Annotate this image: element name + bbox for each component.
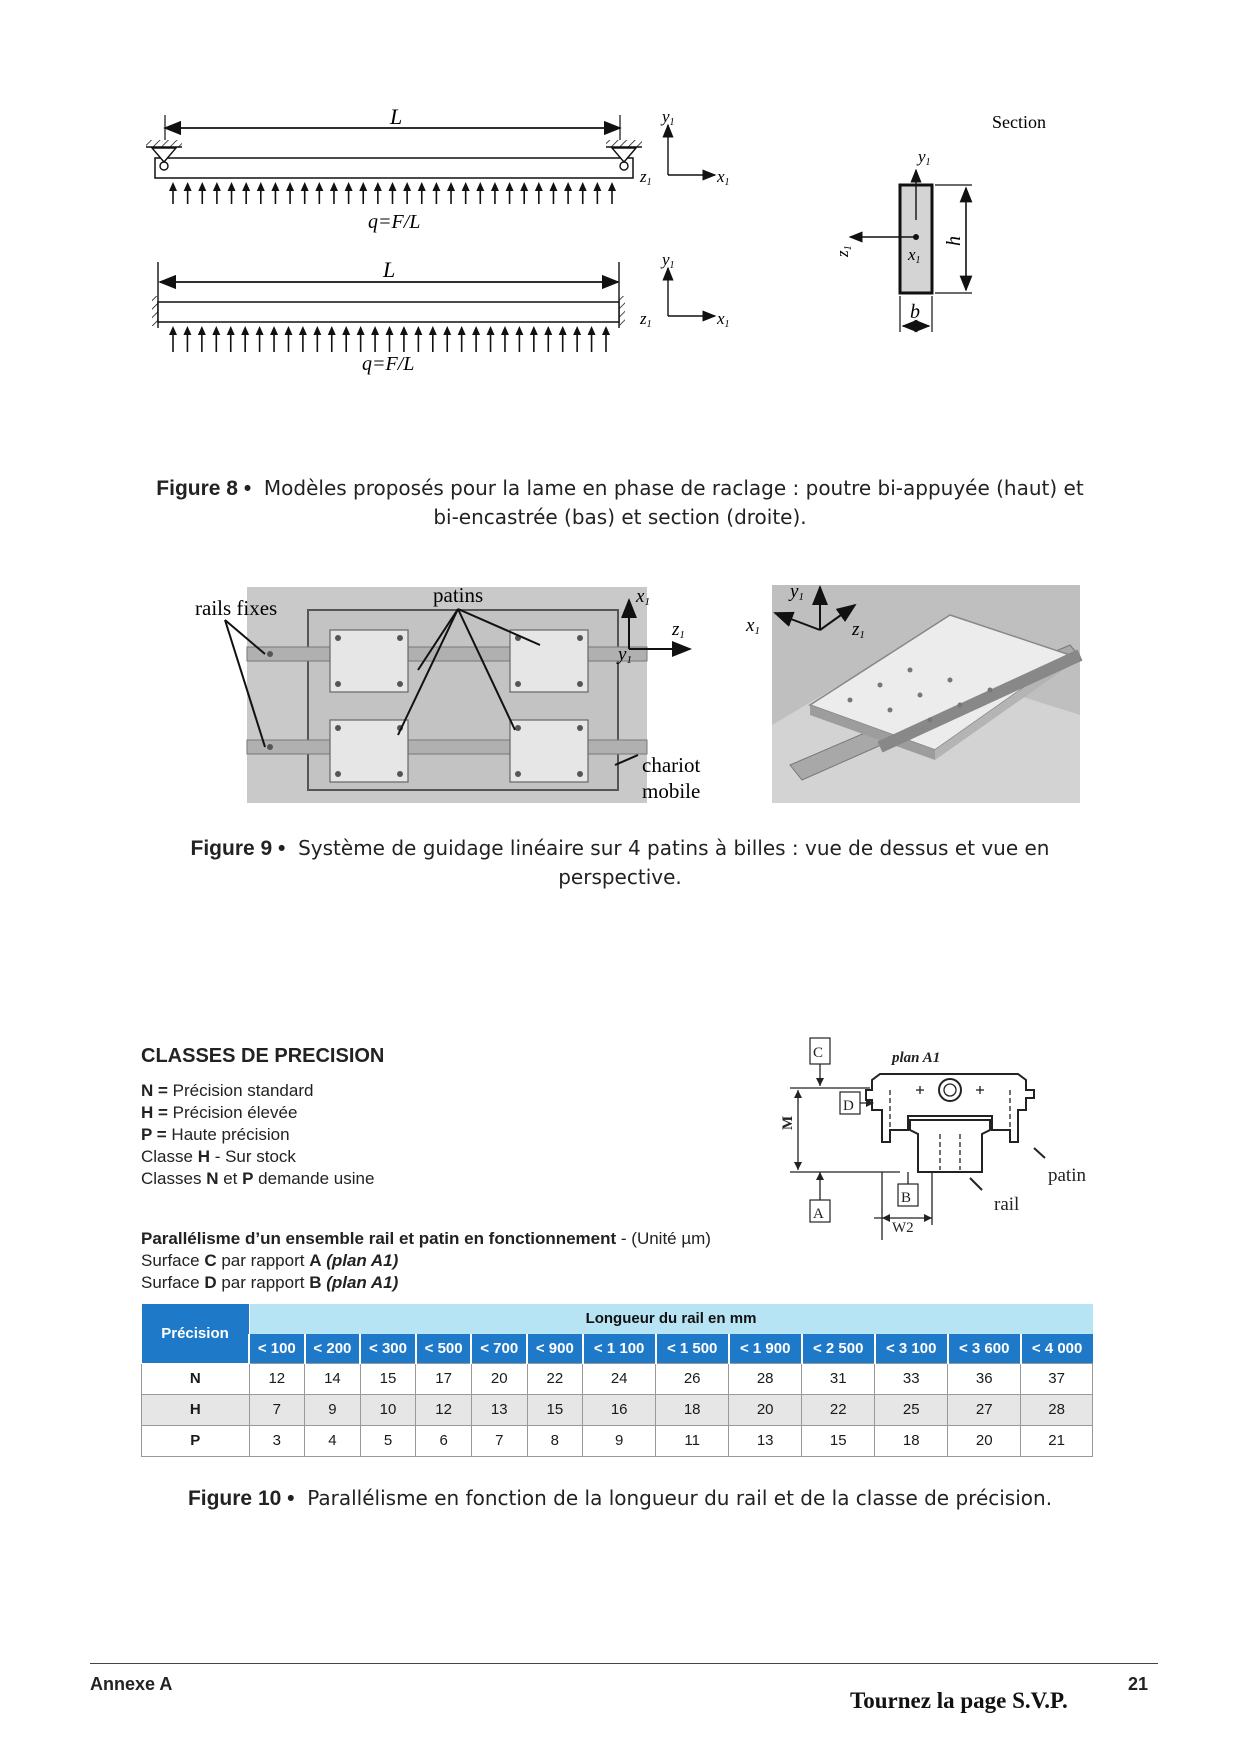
load-arrow-head [357,326,365,335]
load-arrow-head [530,326,538,335]
load-arrow-head [501,326,509,335]
table-cell: 13 [729,1425,802,1456]
load-arrow-head [374,182,382,191]
table-cell: 12 [416,1394,472,1425]
load-arrow-head [544,326,552,335]
load-arrow-head [241,326,249,335]
svg-text:W2: W2 [892,1220,914,1236]
row-label: N [142,1363,250,1394]
length-range-header: < 700 [471,1334,527,1364]
length-range-header: < 900 [527,1334,583,1364]
perspective-photo [772,585,1080,803]
svg-text:patin: patin [1048,1165,1086,1186]
table-cell: 22 [802,1394,875,1425]
load-arrow-head [400,326,408,335]
load-arrow-head [588,326,596,335]
load-arrow-head [184,182,192,191]
precision-class-item: P = Haute précision [141,1125,290,1144]
svg-text:z1: z1 [833,245,854,257]
load-arrow-head [602,326,610,335]
table-cell: 9 [305,1394,361,1425]
length-range-header: < 4 000 [1021,1334,1093,1364]
load-arrow-head [487,326,495,335]
figure-8-caption [140,474,1100,532]
load-arrow-head [299,326,307,335]
load-arrow-head [515,326,523,335]
load-arrow-head [472,326,480,335]
load-arrow-head [169,326,177,335]
axes-bottom [639,250,730,330]
table-cell: 9 [583,1425,656,1456]
table-cell: 18 [875,1425,948,1456]
figure-8-diagram [140,100,1100,430]
load-arrow-head [286,182,294,191]
figure-9-caption-label: Figure 9 • [190,837,286,860]
footer-page-number: 21 [1128,1674,1149,1694]
load-arrow-head [256,326,264,335]
svg-text:y1: y1 [662,107,675,128]
svg-text:x1: x1 [717,167,730,188]
load-arrow-head [198,182,206,191]
svg-text:y1: y1 [618,644,632,666]
load-arrow-head [443,326,451,335]
load-arrow-head [183,326,191,335]
load-arrow-head [418,182,426,191]
figure-10-caption-label: Figure 10 • [187,1487,295,1510]
usine-line: Classes N et P demande usine [141,1169,375,1188]
parallelism-table [141,1303,1093,1457]
parallelism-text [141,1228,711,1294]
load-arrow-head [573,326,581,335]
table-cell: 22 [527,1363,583,1394]
svg-text:z1: z1 [672,619,685,641]
distributed-load-bottom [169,326,610,352]
surface-c-line: Surface C par rapport A (plan A1) [141,1251,399,1270]
table-cell: 20 [729,1394,802,1425]
load-arrow-head [506,182,514,191]
length-header: Longueur du rail en mm [249,1304,1093,1334]
table-cell: 31 [802,1363,875,1394]
length-range-header: < 3 600 [948,1334,1021,1364]
stock-line: Classe H - Sur stock [141,1147,296,1166]
table-cell: 33 [875,1363,948,1394]
section-b-label: b [910,301,920,323]
load-arrow-head [608,182,616,191]
distributed-load-top [169,182,616,204]
length-range-header: < 1 500 [656,1334,729,1364]
row-label: H [142,1394,250,1425]
label-chariot: chariot [642,753,701,777]
label-patins: patins [433,583,484,607]
load-arrow-head [212,326,220,335]
label-rails-fixes: rails fixes [195,596,278,620]
load-arrow-head [227,326,235,335]
table-cell: 25 [875,1394,948,1425]
load-arrow-head [342,326,350,335]
load-arrow-head [579,182,587,191]
table-cell: 14 [305,1363,361,1394]
top-view-photo [247,587,647,803]
precision-classes-list [141,1080,374,1190]
load-arrow-head [169,182,177,191]
load-arrow-head [491,182,499,191]
load-arrow-head [313,326,321,335]
table-cell: 18 [656,1394,729,1425]
svg-text:M: M [780,1115,796,1130]
load-arrow-head [330,182,338,191]
table-cell: 15 [802,1425,875,1456]
svg-text:rail: rail [994,1194,1020,1215]
table-cell: 20 [471,1363,527,1394]
cross-section [833,112,1046,332]
figure-8-caption-text-1: Modèles proposés pour la lame en phase de raclage : poutre bi-appuyée (haut) et [263,476,1084,500]
table-cell: 26 [656,1363,729,1394]
load-arrow-head [301,182,309,191]
load-arrow-head [328,326,336,335]
table-cell: 7 [249,1394,305,1425]
figure-8-caption-label: Figure 8 • [156,477,252,500]
load-arrow-head [315,182,323,191]
table-cell: 27 [948,1394,1021,1425]
length-range-header: < 1 100 [583,1334,656,1364]
svg-text:x1: x1 [636,586,650,608]
svg-text:A: A [813,1206,824,1222]
load-arrow-head [520,182,528,191]
surface-d-line: Surface D par rapport B (plan A1) [141,1273,399,1292]
table-cell: 28 [1021,1394,1093,1425]
precision-classes-title: CLASSES DE PRECISION [141,1045,385,1067]
beam-simply-supported [146,104,642,233]
svg-text:y1: y1 [790,581,804,603]
table-row [142,1394,1093,1425]
load-arrow-head [386,326,394,335]
svg-text:plan A1: plan A1 [892,1050,941,1066]
table-cell: 21 [1021,1425,1093,1456]
load-arrow-head [535,182,543,191]
table-cell: 16 [583,1394,656,1425]
table-cell: 20 [948,1425,1021,1456]
beam-bottom-length-label: L [383,257,396,282]
label-mobile: mobile [642,779,701,803]
length-range-header: < 1 900 [729,1334,802,1364]
length-range-header: < 2 500 [802,1334,875,1364]
svg-text:z1: z1 [852,619,865,641]
figure-10-caption [140,1484,1100,1513]
svg-text:x1: x1 [746,615,760,637]
svg-text:D: D [843,1098,854,1114]
length-range-header: < 300 [360,1334,416,1364]
figure-8-caption-text-2: bi-encastrée (bas) et section (droite). [433,505,807,529]
length-range-header: < 200 [305,1334,361,1364]
row-label: P [142,1425,250,1456]
load-arrow-head [564,182,572,191]
load-arrow-head [228,182,236,191]
footer-turn-page: Tournez la page S.V.P. [850,1688,1068,1713]
axes-top [639,107,730,188]
load-arrow-head [447,182,455,191]
precision-class-item: H = Précision élevée [141,1103,298,1122]
load-arrow-head [476,182,484,191]
svg-text:z1: z1 [640,167,652,188]
table-cell: 11 [656,1425,729,1456]
load-arrow-head [270,326,278,335]
footer-rule [90,1663,1158,1664]
section-h-label: h [943,236,965,246]
table-cell: 28 [729,1363,802,1394]
parallelism-title: Parallélisme d’un ensemble rail et patin en fonctionnement - (Unité µm) [141,1229,711,1248]
beam-top-load-label: q=F/L [368,211,421,233]
table-cell: 10 [360,1394,416,1425]
table-cell: 37 [1021,1363,1093,1394]
table-row [142,1425,1093,1456]
table-cell: 36 [948,1363,1021,1394]
table-cell: 15 [360,1363,416,1394]
figure-9-diagram [190,575,1090,815]
load-arrow-head [432,182,440,191]
figure-10-caption-text: Parallélisme en fonction de la longueur du rail et de la classe de précision. [307,1486,1053,1510]
precision-class-item: N = Précision standard [141,1081,314,1100]
load-arrow-head [414,326,422,335]
svg-text:B: B [901,1190,912,1206]
svg-text:C: C [813,1045,824,1061]
load-arrow-head [458,326,466,335]
length-range-header: < 3 100 [875,1334,948,1364]
svg-text:z1: z1 [640,309,652,330]
table-cell: 24 [583,1363,656,1394]
table-cell: 6 [416,1425,472,1456]
length-range-header: < 500 [416,1334,472,1364]
load-arrow-head [462,182,470,191]
beam-bottom-load-label: q=F/L [362,353,415,375]
load-arrow-head [271,182,279,191]
load-arrow-head [257,182,265,191]
table-cell: 7 [471,1425,527,1456]
table-cell: 3 [249,1425,305,1456]
table-cell: 15 [527,1394,583,1425]
load-arrow-head [403,182,411,191]
table-cell: 13 [471,1394,527,1425]
load-arrow-head [284,326,292,335]
load-arrow-head [593,182,601,191]
table-cell: 5 [360,1425,416,1456]
table-cell: 17 [416,1363,472,1394]
figure-9-caption [140,834,1100,892]
rail-patin-diagram [770,1030,1100,1240]
svg-text:x1: x1 [908,245,921,266]
section-title: Section [992,112,1046,132]
load-arrow-head [549,182,557,191]
length-range-header: < 100 [249,1334,305,1364]
load-arrow-head [198,326,206,335]
table-row [142,1363,1093,1394]
table-cell: 8 [527,1425,583,1456]
load-arrow-head [359,182,367,191]
table-cell: 4 [305,1425,361,1456]
load-arrow-head [389,182,397,191]
table-cell: 12 [249,1363,305,1394]
precision-header: Précision [142,1304,250,1364]
svg-text:y1: y1 [662,250,675,271]
load-arrow-head [345,182,353,191]
svg-text:y1: y1 [918,147,931,168]
load-arrow-head [242,182,250,191]
figure-9-caption-text: Système de guidage linéaire sur 4 patins à billes : vue de dessus et vue en perspective. [298,836,1050,889]
load-arrow-head [559,326,567,335]
svg-text:x1: x1 [717,309,730,330]
load-arrow-head [213,182,221,191]
beam-clamped [152,257,625,375]
load-arrow-head [429,326,437,335]
footer-annexe: Annexe A [90,1674,173,1694]
beam-top-length-label: L [390,104,403,129]
load-arrow-head [371,326,379,335]
